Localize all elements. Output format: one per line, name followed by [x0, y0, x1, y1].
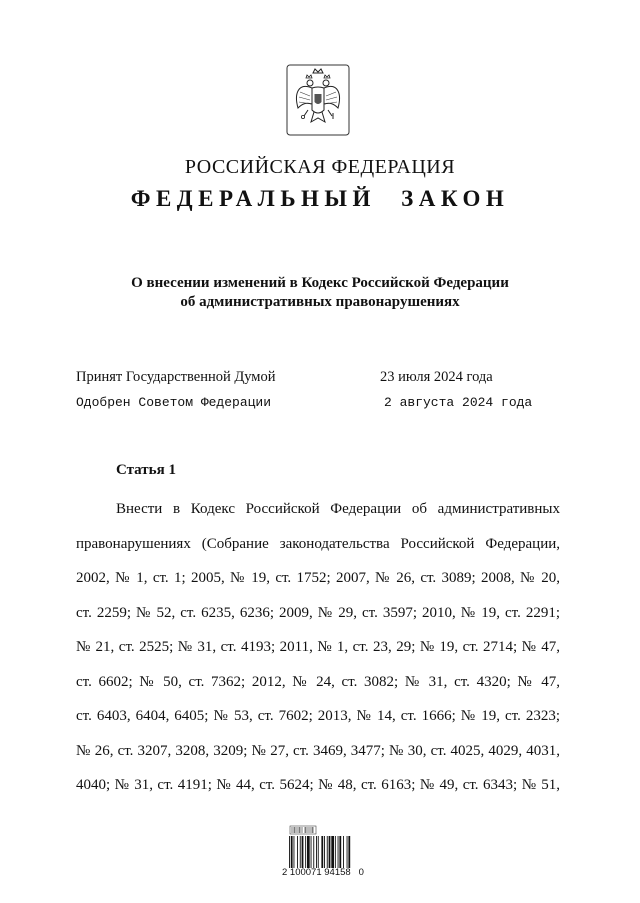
coat-of-arms-emblem-icon — [286, 64, 350, 136]
barcode-stripe — [329, 836, 331, 868]
barcode-stripe — [343, 836, 344, 868]
barcode-stripe — [305, 836, 306, 868]
document-barcode — [282, 824, 378, 880]
barcode-stripe — [316, 836, 317, 868]
article-text-line: № 21, ст. 2525; № 31, ст. 4193; 2011, № 1, ст. 23, 29; № 19, ст. 2714; № 47, — [76, 639, 560, 655]
duma-adoption-label: Принят Государственной Думой — [76, 369, 276, 385]
article-text-line: № 26, ст. 3207, 3208, 3209; № 27, ст. 3469, 3477; № 30, ст. 4025, 4029, 4031, — [76, 742, 560, 759]
article-text-line: 4040; № 31, ст. 4191; № 44, ст. 5624; № 48, ст. 6163; № 49, ст. 6343; № 51, — [76, 777, 560, 793]
barcode-stripe — [347, 836, 348, 868]
barcode-stripe — [324, 836, 325, 868]
duma-adoption-date: 23 июля 2024 года — [380, 369, 493, 385]
article-text-line: правонарушениях (Собрание законодательства Российской Федерации, — [76, 535, 560, 552]
council-approval-label: Одобрен Советом Федерации — [76, 395, 272, 410]
article-text-line: 2002, № 1, ст. 1; 2005, № 19, ст. 1752; 2007, № 26, ст. 3089; 2008, № 20, — [76, 570, 560, 586]
barcode-stripe — [318, 836, 319, 868]
barcode-stripe — [348, 836, 350, 868]
small-barcode-icon — [288, 824, 318, 836]
barcode-stripe — [300, 836, 301, 868]
council-approval-date: 2 августа 2024 года — [384, 395, 533, 410]
law-type-title: ФЕДЕРАЛЬНЫЙ ЗАКОН — [130, 186, 510, 211]
barcode-stripe — [339, 836, 341, 868]
adoption-council-row — [76, 393, 596, 413]
barcode-stripe — [335, 836, 336, 868]
article-heading: Статья 1 — [116, 462, 176, 478]
barcode-stripe — [289, 836, 290, 868]
barcode-stripe — [338, 836, 339, 868]
barcode-stripe — [294, 836, 295, 868]
barcode-stripe — [311, 836, 312, 868]
barcode-number: 2 100071 94158 0 — [282, 867, 364, 878]
article-body — [76, 496, 560, 807]
law-subject-line-2: об административных правонарушениях — [180, 294, 460, 310]
barcode-stripe — [321, 836, 323, 868]
barcode-stripe — [331, 836, 334, 868]
adoption-duma-row — [76, 367, 596, 387]
article-text-line: Внести в Кодекс Российской Федерации об административных — [116, 501, 560, 517]
barcode-stripe — [327, 836, 328, 868]
barcode-stripe — [291, 836, 293, 868]
article-text-line: ст. 6403, 6404, 6405; № 53, ст. 7602; 2013, № 14, ст. 1666; № 19, ст. 2323; — [76, 708, 560, 724]
article-text-line: ст. 2259; № 52, ст. 6235, 6236; 2009, № 29, ст. 3597; 2010, № 19, ст. 2291; — [76, 604, 560, 621]
barcode-stripe — [297, 836, 298, 868]
barcode-stripe — [313, 836, 314, 868]
article-text-line: ст. 6602; № 50, ст. 7362; 2012, № 24, ст. 3082; № 31, ст. 4320; № 47, — [76, 673, 560, 690]
barcode-bars-icon — [288, 836, 374, 868]
barcode-stripe — [307, 836, 310, 868]
country-name: РОССИЙСКАЯ ФЕДЕРАЦИЯ — [184, 156, 456, 178]
barcode-stripe — [302, 836, 304, 868]
law-subject — [0, 274, 640, 312]
law-subject-line-1: О внесении изменений в Кодекс Российской Федерации — [131, 275, 509, 291]
